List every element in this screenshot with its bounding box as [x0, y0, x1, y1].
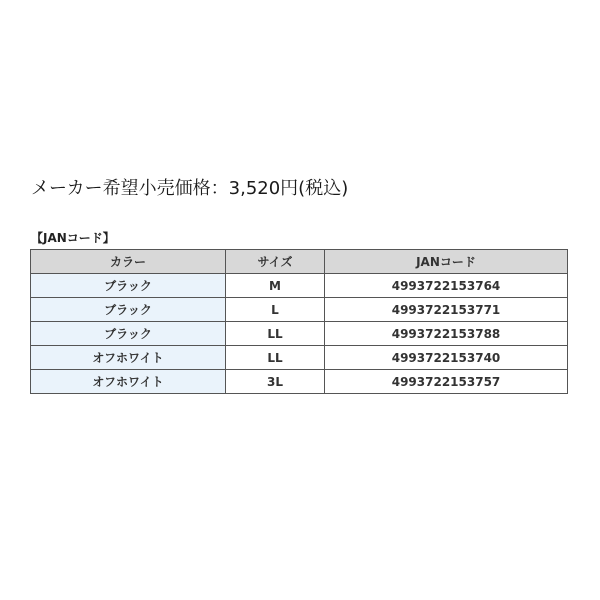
table-row	[31, 274, 568, 298]
table-row	[31, 298, 568, 322]
cell-jan-code: 4993722153757	[325, 370, 568, 394]
cell-size: 3L	[226, 370, 325, 394]
cell-color: ブラック	[31, 322, 226, 346]
cell-color: ブラック	[31, 298, 226, 322]
table-header-row	[31, 250, 568, 274]
header-color: カラー	[31, 250, 226, 274]
cell-size: LL	[226, 346, 325, 370]
retail-price-line: メーカー希望小売価格：3,520円(税込)	[31, 178, 349, 199]
header-size: サイズ	[226, 250, 325, 274]
jan-code-section-label: 【JANコード】	[31, 231, 115, 245]
jan-code-table	[30, 249, 568, 394]
cell-color: ブラック	[31, 274, 226, 298]
cell-color: オフホワイト	[31, 346, 226, 370]
cell-jan-code: 4993722153740	[325, 346, 568, 370]
header-jan-code: JANコード	[325, 250, 568, 274]
cell-jan-code: 4993722153771	[325, 298, 568, 322]
table-row	[31, 346, 568, 370]
cell-color: オフホワイト	[31, 370, 226, 394]
cell-size: LL	[226, 322, 325, 346]
cell-size: M	[226, 274, 325, 298]
cell-jan-code: 4993722153764	[325, 274, 568, 298]
table-row	[31, 370, 568, 394]
cell-jan-code: 4993722153788	[325, 322, 568, 346]
table-row	[31, 322, 568, 346]
cell-size: L	[226, 298, 325, 322]
